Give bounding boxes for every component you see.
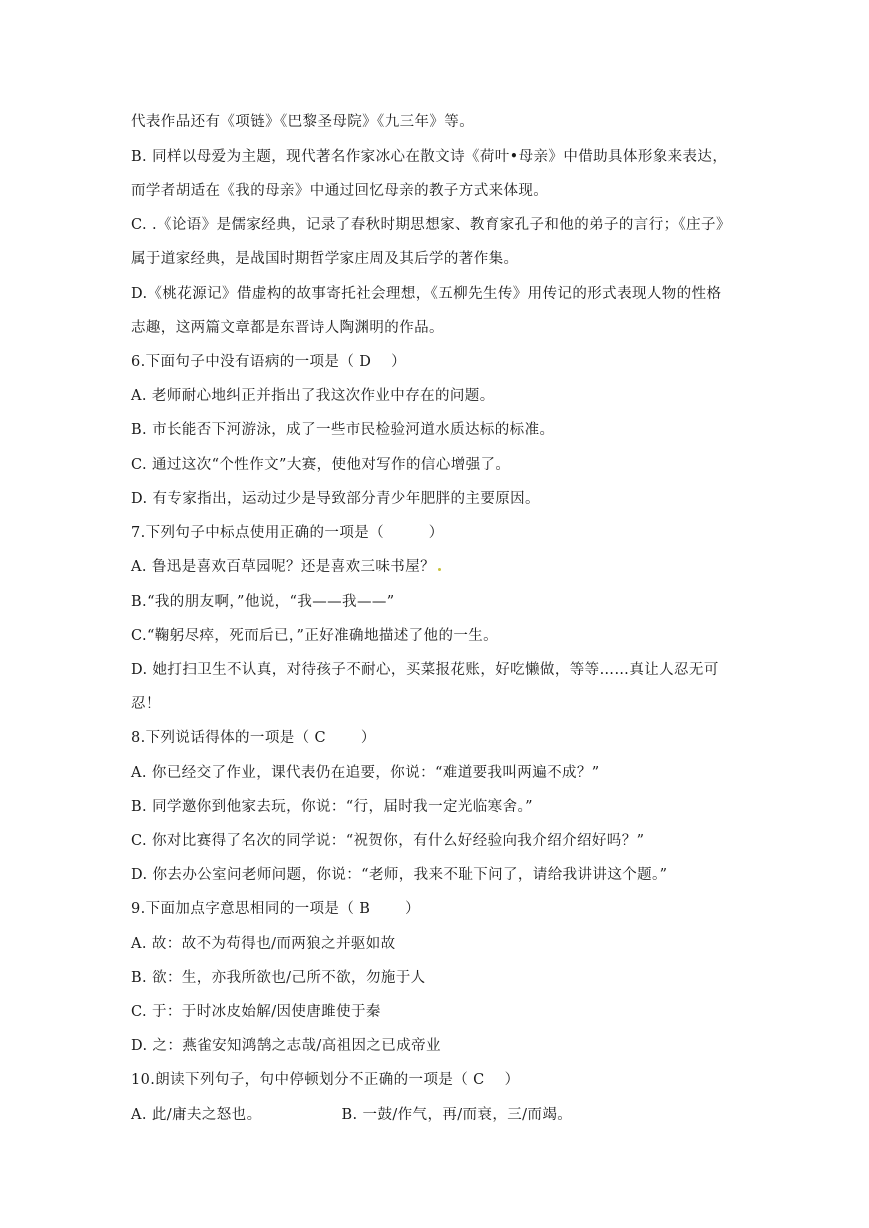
q9-option-a: A. 故：故不为苟得也/而两狼之并驱如故	[131, 936, 396, 952]
q7-option-c: C.“鞠躬尽瘁，死而后已，”正好准确地描述了他的一生。	[131, 628, 499, 644]
q10-options-row	[131, 1105, 572, 1125]
option-c-line: C. .《论语》是儒家经典，记录了春秋时期思想家、教育家孔子和他的弟子的言行；《庄子》	[131, 217, 731, 233]
q7-option-a-row	[131, 557, 441, 577]
question-6: 6.下面句子中没有语病的一项是（ D ）	[131, 354, 407, 370]
q8-option-b: B. 同学邀你到他家去玩，你说：“行，届时我一定光临寒舍。”	[131, 799, 533, 815]
q7-option-d: D. 她打扫卫生不认真，对待孩子不耐心，买菜报花账，好吃懒做，等等……真让人忍无可	[131, 662, 719, 678]
text-line: 而学者胡适在《我的母亲》中通过回忆母亲的教子方式来体现。	[131, 183, 549, 199]
q6-option-d: D. 有专家指出，运动过少是导致部分青少年肥胖的主要原因。	[131, 491, 540, 507]
question-9: 9.下面加点字意思相同的一项是（ B ）	[131, 901, 421, 917]
question-7: 7.下列句子中标点使用正确的一项是（ ）	[131, 525, 444, 541]
q6-option-a: A. 老师耐心地纠正并指出了我这次作业中存在的问题。	[131, 388, 495, 404]
q7-option-a: A. 鲁迅是喜欢百草园呢？还是喜欢三味书屋？	[131, 559, 435, 575]
q8-option-a: A. 你已经交了作业，课代表仍在追要，你说：“难道要我叫两遍不成？”	[131, 765, 600, 781]
text-line: 属于道家经典，是战国时期哲学家庄周及其后学的著作集。	[131, 251, 519, 267]
q8-option-c: C. 你对比赛得了名次的同学说：“祝贺你，有什么好经验向我介绍介绍好吗？”	[131, 833, 645, 849]
text-line: 代表作品还有《项链》《巴黎圣母院》《九三年》等。	[131, 114, 475, 130]
stray-mark	[438, 568, 441, 571]
q6-option-b: B. 市长能否下河游泳，成了一些市民检验河道水质达标的标准。	[131, 422, 555, 438]
q7-option-b: B.“我的朋友啊，”他说，“我——我——”	[131, 594, 395, 610]
option-d-line: D.《桃花源记》借虚构的故事寄托社会理想，《五柳先生传》用传记的形式表现人物的性格	[131, 286, 722, 302]
option-b-line: B. 同样以母爱为主题，现代著名作家冰心在散文诗《荷叶•母亲》中借助具体形象来表达，	[131, 149, 728, 165]
q10-option-b: B. 一鼓/作气，再/而衰，三/而竭。	[341, 1107, 573, 1123]
text-line: 志趣，这两篇文章都是东晋诗人陶渊明的作品。	[131, 320, 444, 336]
q9-option-d: D. 之：燕雀安知鸿鹄之志哉/高祖因之已成帝业	[131, 1038, 441, 1054]
question-10: 10.朗读下列句子，句中停顿划分不正确的一项是（ C ）	[131, 1072, 520, 1088]
q9-option-c: C. 于：于时冰皮始解/因使唐雎使于秦	[131, 1004, 381, 1020]
q6-option-c: C. 通过这次“个性作文”大赛，使他对写作的信心增强了。	[131, 457, 511, 473]
q8-option-d: D. 你去办公室问老师问题，你说：“老师，我来不耻下问了，请给我讲讲这个题。”	[131, 867, 668, 883]
q9-option-b: B. 欲：生，亦我所欲也/己所不欲，勿施于人	[131, 970, 426, 986]
q10-option-a: A. 此/庸夫之怒也。	[131, 1107, 262, 1123]
text-line: 忍！	[131, 696, 161, 712]
question-8: 8.下列说话得体的一项是（ C ）	[131, 730, 376, 746]
